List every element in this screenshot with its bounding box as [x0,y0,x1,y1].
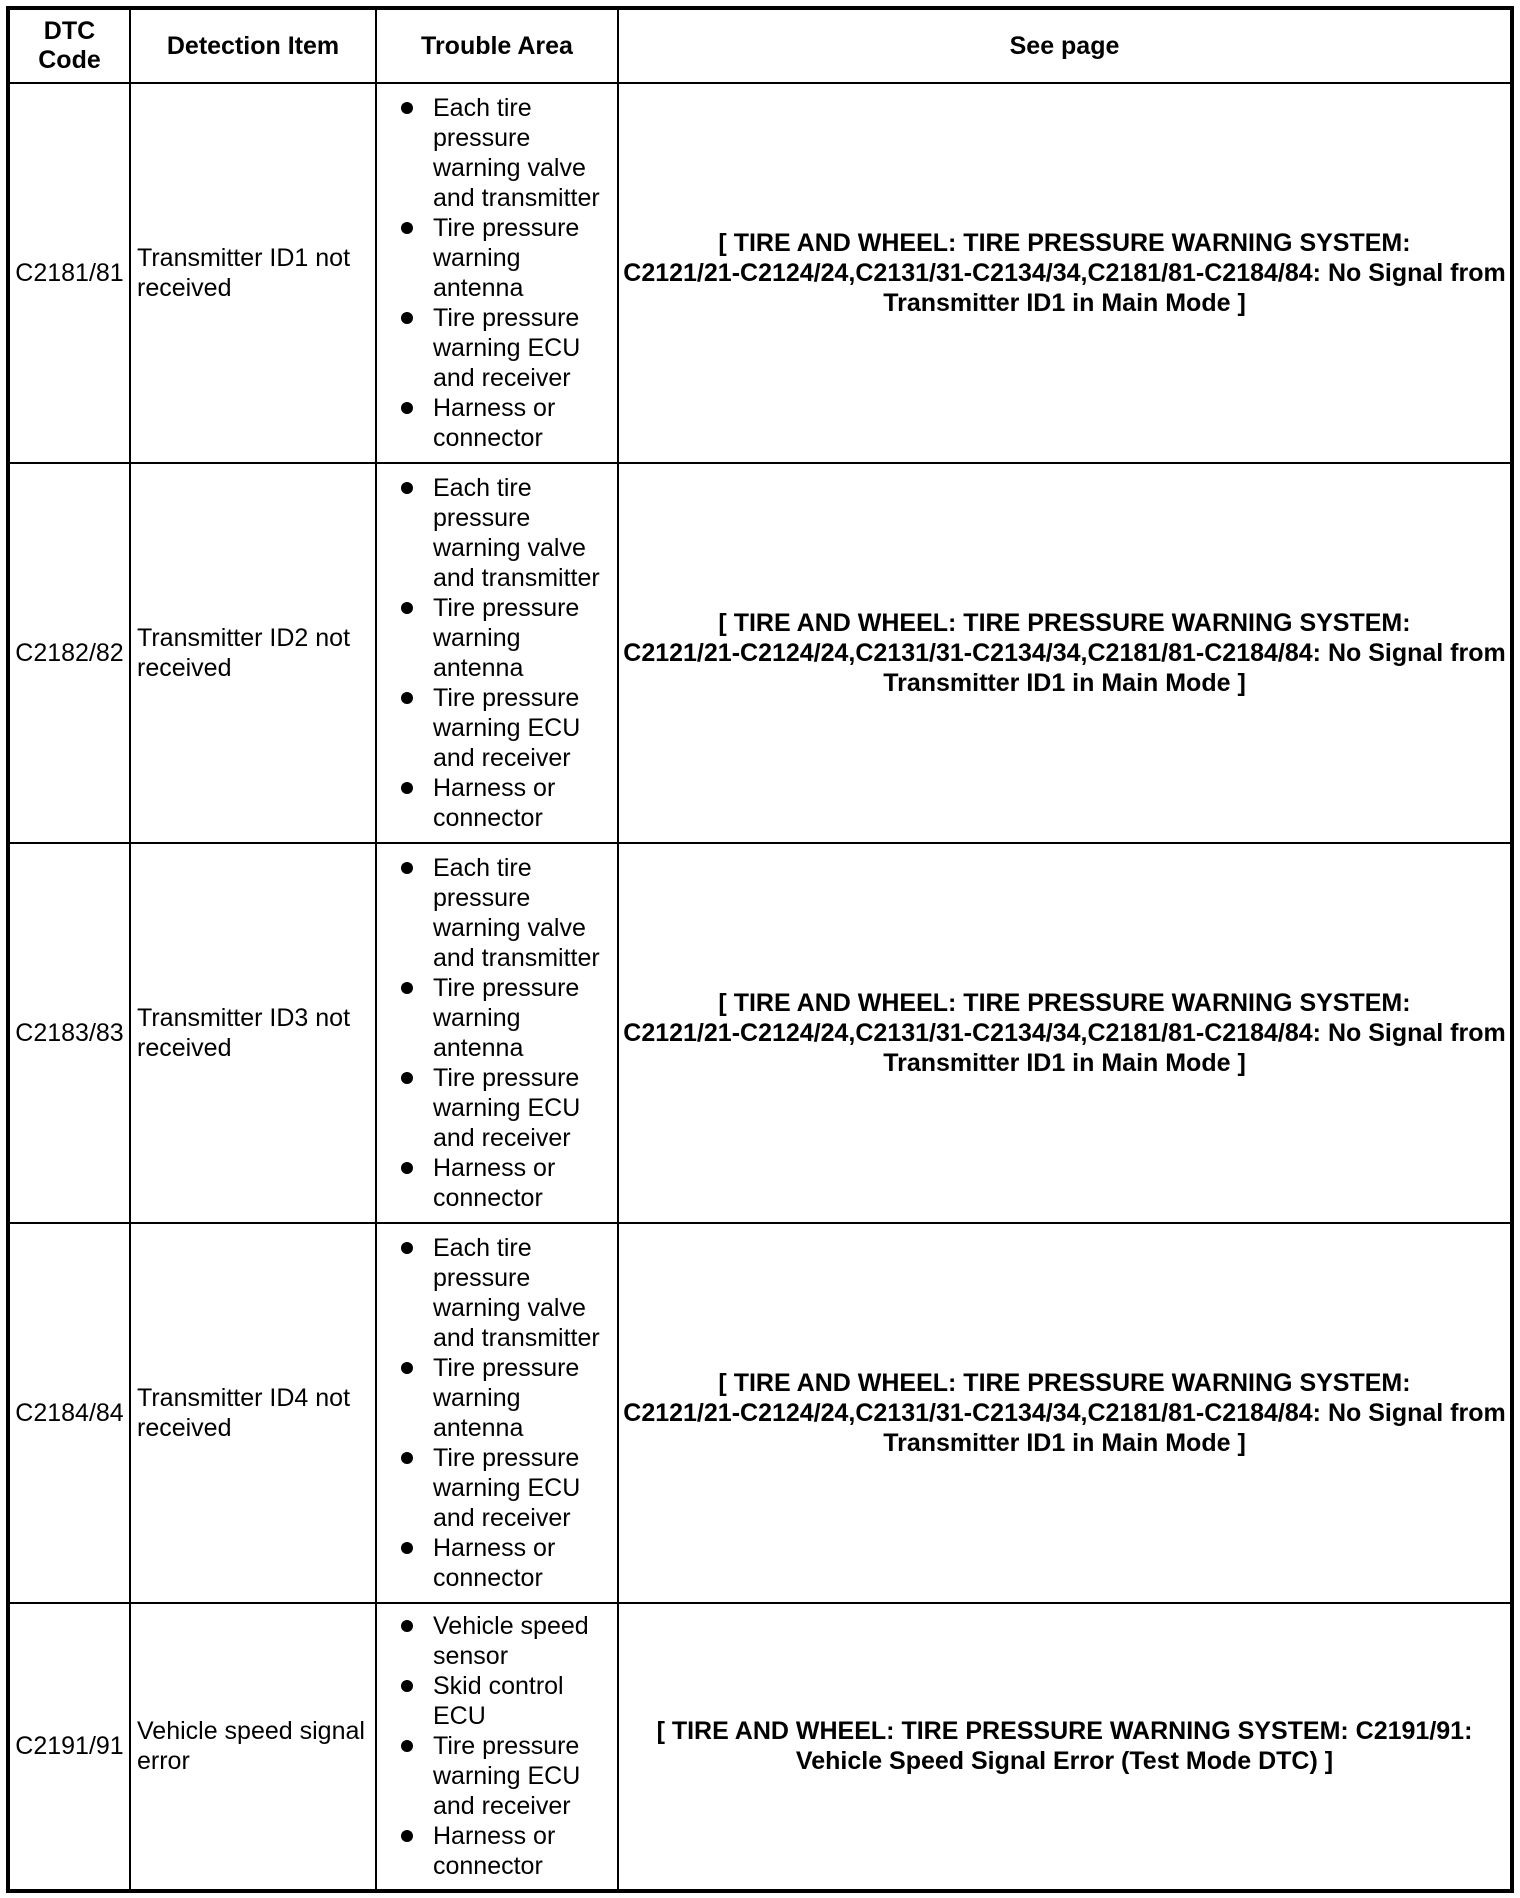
detection-item-cell: Transmitter ID3 not received [130,843,376,1223]
list-item [377,1731,611,1821]
see-page-line: [ TIRE AND WHEEL: TIRE PRESSURE WARNING SYSTEM: C2191/91: [656,1717,1473,1746]
trouble-area-text: Tire pressure warning ECU and receiver [433,1443,581,1532]
table-row [8,1223,1512,1603]
list-item [377,853,611,973]
bullet-icon [401,1542,413,1554]
trouble-area-text: Tire pressure warning antenna [433,973,580,1062]
see-page-reference[interactable] [618,1223,1512,1603]
see-page-reference[interactable] [618,843,1512,1223]
trouble-area-cell [376,83,618,463]
bullet-icon [401,1072,413,1084]
bullet-icon [401,102,413,114]
trouble-area-text: Tire pressure warning antenna [433,1353,580,1442]
header-see-page: See page [618,8,1512,83]
list-item [377,593,611,683]
trouble-area-text: Tire pressure warning antenna [433,213,580,302]
list-item [377,1671,611,1731]
bullet-icon [401,1452,413,1464]
see-page-line: C2121/21-C2124/24,C2131/31-C2134/34,C2181/81-C2184/84: No Signal from [623,258,1506,287]
list-item [377,683,611,773]
trouble-area-text: Harness or connector [433,1822,556,1881]
trouble-area-text: Tire pressure warning ECU and receiver [433,1732,581,1821]
table-row [8,1603,1512,1892]
trouble-area-list [377,93,611,453]
list-item [377,213,611,303]
trouble-area-text: Tire pressure warning antenna [433,593,580,682]
trouble-area-text: Tire pressure warning ECU and receiver [433,303,581,392]
trouble-area-text: Each tire pressure warning valve and transmitter [433,473,600,592]
see-page-line: C2121/21-C2124/24,C2131/31-C2134/34,C2181/81-C2184/84: No Signal from [623,1018,1506,1047]
trouble-area-text: Vehicle speed sensor [433,1612,589,1671]
see-page-reference[interactable] [618,1603,1512,1892]
bullet-icon [401,1830,413,1842]
bullet-icon [401,982,413,994]
trouble-area-text: Harness or connector [433,1533,556,1592]
bullet-icon [401,692,413,704]
see-page-line: [ TIRE AND WHEEL: TIRE PRESSURE WARNING SYSTEM: [718,1368,1411,1397]
list-item [377,393,611,453]
list-item [377,1611,611,1671]
trouble-area-text: Skid control ECU [433,1672,564,1731]
see-page-line: Vehicle Speed Signal Error (Test Mode DTC) ] [795,1747,1334,1776]
list-item [377,473,611,593]
see-page-line: [ TIRE AND WHEEL: TIRE PRESSURE WARNING SYSTEM: [718,228,1411,257]
list-item [377,773,611,833]
see-page-line: Transmitter ID1 in Main Mode ] [883,288,1246,317]
bullet-icon [401,1362,413,1374]
trouble-area-cell [376,843,618,1223]
see-page-line: C2121/21-C2124/24,C2131/31-C2134/34,C2181/81-C2184/84: No Signal from [623,1398,1506,1427]
table-row [8,843,1512,1223]
trouble-area-text: Tire pressure warning ECU and receiver [433,683,581,772]
see-page-line: C2121/21-C2124/24,C2131/31-C2134/34,C2181/81-C2184/84: No Signal from [623,638,1506,667]
dtc-code-cell: C2182/82 [8,463,130,843]
dtc-code-cell: C2181/81 [8,83,130,463]
trouble-area-cell [376,1603,618,1892]
see-page-line: [ TIRE AND WHEEL: TIRE PRESSURE WARNING SYSTEM: [718,988,1411,1017]
bullet-icon [401,1162,413,1174]
trouble-area-text: Each tire pressure warning valve and transmitter [433,93,600,212]
see-page-line: Transmitter ID1 in Main Mode ] [883,1428,1246,1457]
list-item [377,1233,611,1353]
trouble-area-text: Harness or connector [433,773,556,832]
bullet-icon [401,1740,413,1752]
list-item [377,303,611,393]
trouble-area-list [377,853,611,1213]
bullet-icon [401,862,413,874]
bullet-icon [401,482,413,494]
list-item [377,1153,611,1213]
trouble-area-text: Harness or connector [433,1153,556,1212]
table-row [8,463,1512,843]
trouble-area-text: Tire pressure warning ECU and receiver [433,1063,581,1152]
trouble-area-list [377,1611,611,1881]
bullet-icon [401,222,413,234]
trouble-area-text: Each tire pressure warning valve and transmitter [433,853,600,972]
table-row [8,83,1512,463]
see-page-line: [ TIRE AND WHEEL: TIRE PRESSURE WARNING SYSTEM: [718,608,1411,637]
list-item [377,973,611,1063]
header-trouble-area: Trouble Area [376,8,618,83]
trouble-area-cell [376,463,618,843]
dtc-table [6,6,1514,1893]
bullet-icon [401,1620,413,1632]
trouble-area-cell [376,1223,618,1603]
bullet-icon [401,402,413,414]
detection-item-cell: Vehicle speed signal error [130,1603,376,1892]
see-page-reference[interactable] [618,83,1512,463]
list-item [377,1443,611,1533]
trouble-area-text: Each tire pressure warning valve and transmitter [433,1233,600,1352]
dtc-code-cell: C2191/91 [8,1603,130,1892]
list-item [377,1533,611,1593]
bullet-icon [401,1680,413,1692]
header-dtc-code: DTC Code [8,8,130,83]
list-item [377,1821,611,1881]
detection-item-cell: Transmitter ID1 not received [130,83,376,463]
bullet-icon [401,782,413,794]
trouble-area-list [377,473,611,833]
see-page-reference[interactable] [618,463,1512,843]
list-item [377,1353,611,1443]
bullet-icon [401,312,413,324]
detection-item-cell: Transmitter ID2 not received [130,463,376,843]
dtc-code-cell: C2184/84 [8,1223,130,1603]
dtc-code-cell: C2183/83 [8,843,130,1223]
list-item [377,1063,611,1153]
header-detection-item: Detection Item [130,8,376,83]
trouble-area-text: Harness or connector [433,393,556,452]
table-body [8,83,1512,1891]
trouble-area-list [377,1233,611,1593]
see-page-line: Transmitter ID1 in Main Mode ] [883,668,1246,697]
bullet-icon [401,602,413,614]
detection-item-cell: Transmitter ID4 not received [130,1223,376,1603]
see-page-line: Transmitter ID1 in Main Mode ] [883,1048,1246,1077]
list-item [377,93,611,213]
bullet-icon [401,1242,413,1254]
header-row [8,8,1512,83]
